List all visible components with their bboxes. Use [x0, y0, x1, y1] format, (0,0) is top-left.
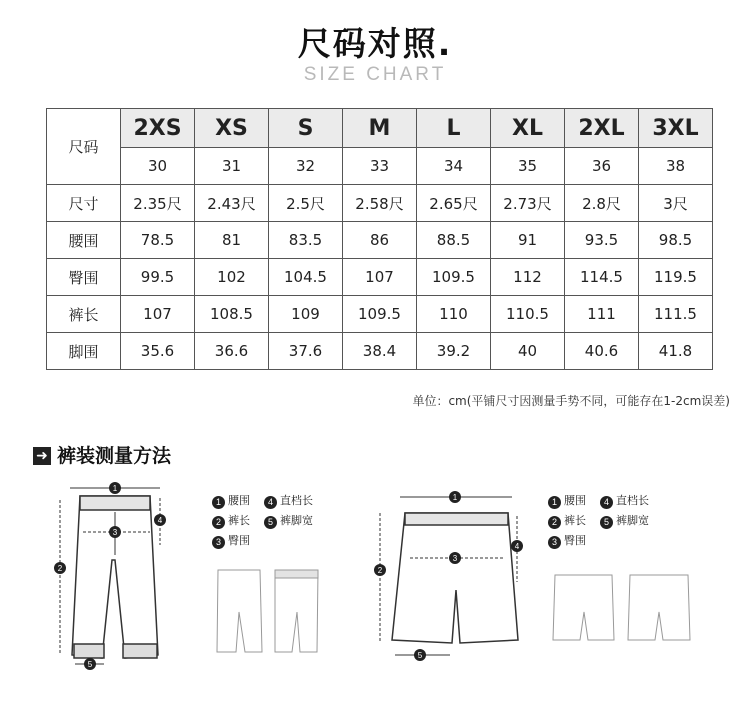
- table-cell: 102: [195, 259, 269, 296]
- table-cell: 40.6: [565, 333, 639, 370]
- size-number-cell: 33: [343, 148, 417, 185]
- legend-item: 3 臀围: [212, 532, 250, 549]
- table-cell: 36.6: [195, 333, 269, 370]
- legend-item: 2 裤长: [212, 512, 250, 529]
- page-subtitle: SIZE CHART: [303, 64, 447, 85]
- table-cell: 3尺: [639, 185, 713, 222]
- table-cell: 98.5: [639, 222, 713, 259]
- svg-text:2: 2: [377, 566, 383, 575]
- table-cell: 99.5: [121, 259, 195, 296]
- svg-text:1: 1: [112, 484, 118, 493]
- table-cell: 2.73尺: [491, 185, 565, 222]
- size-number-cell: 38: [639, 148, 713, 185]
- table-cell: 107: [121, 296, 195, 333]
- size-cell: S: [269, 109, 343, 148]
- size-cell: M: [343, 109, 417, 148]
- row-label: 臀围: [47, 259, 121, 296]
- table-cell: 39.2: [417, 333, 491, 370]
- table-cell: 110.5: [491, 296, 565, 333]
- long-pants-diagram: [57, 488, 160, 664]
- table-cell: 38.4: [343, 333, 417, 370]
- row-label: 裤长: [47, 296, 121, 333]
- size-cell: XS: [195, 109, 269, 148]
- legend-item: 4 直档长: [600, 492, 649, 509]
- size-label-cell: 尺码: [47, 109, 121, 185]
- table-cell: 41.8: [639, 333, 713, 370]
- legend-item: 5 裤脚宽: [264, 512, 313, 529]
- size-cell: XL: [491, 109, 565, 148]
- svg-text:1: 1: [452, 493, 458, 502]
- table-cell: 111: [565, 296, 639, 333]
- svg-text:5: 5: [87, 660, 93, 669]
- row-label: 脚围: [47, 333, 121, 370]
- table-cell: 83.5: [269, 222, 343, 259]
- page-title: 尺码对照.: [297, 24, 453, 63]
- svg-text:4: 4: [514, 542, 520, 551]
- legend-item: 3 臀围: [548, 532, 586, 549]
- table-cell: 112: [491, 259, 565, 296]
- table-cell: 37.6: [269, 333, 343, 370]
- small-pants-sketches-left: [217, 570, 318, 652]
- table-cell: 86: [343, 222, 417, 259]
- table-cell: 107: [343, 259, 417, 296]
- table-cell: 119.5: [639, 259, 713, 296]
- size-number-cell: 35: [491, 148, 565, 185]
- size-number-cell: 36: [565, 148, 639, 185]
- size-cell: 2XL: [565, 109, 639, 148]
- legend-item: 5 裤脚宽: [600, 512, 649, 529]
- svg-text:5: 5: [417, 651, 423, 660]
- table-cell: 2.8尺: [565, 185, 639, 222]
- table-cell: 108.5: [195, 296, 269, 333]
- table-cell: 111.5: [639, 296, 713, 333]
- size-number-cell: 32: [269, 148, 343, 185]
- size-cell: L: [417, 109, 491, 148]
- arrow-right-icon: ➜: [33, 447, 51, 465]
- table-cell: 2.65尺: [417, 185, 491, 222]
- legend-item: 1 腰围: [548, 492, 586, 509]
- row-label: 尺寸: [47, 185, 121, 222]
- small-shorts-sketches-right: [553, 575, 690, 640]
- table-cell: 91: [491, 222, 565, 259]
- table-cell: 35.6: [121, 333, 195, 370]
- table-cell: 78.5: [121, 222, 195, 259]
- table-cell: 104.5: [269, 259, 343, 296]
- svg-text:4: 4: [157, 516, 163, 525]
- size-number-cell: 34: [417, 148, 491, 185]
- legend-item: 4 直档长: [264, 492, 313, 509]
- table-cell: 88.5: [417, 222, 491, 259]
- table-cell: 109: [269, 296, 343, 333]
- row-label: 腰围: [47, 222, 121, 259]
- table-cell: 110: [417, 296, 491, 333]
- svg-text:3: 3: [112, 528, 118, 537]
- legend-right: [548, 492, 708, 552]
- table-cell: 81: [195, 222, 269, 259]
- size-number-cell: 31: [195, 148, 269, 185]
- size-cell: 2XS: [121, 109, 195, 148]
- table-cell: 2.58尺: [343, 185, 417, 222]
- table-cell: 2.35尺: [121, 185, 195, 222]
- table-cell: 2.43尺: [195, 185, 269, 222]
- legend-left: [212, 492, 372, 552]
- section-title: 裤装测量方法: [57, 445, 172, 467]
- size-cell: 3XL: [639, 109, 713, 148]
- table-cell: 2.5尺: [269, 185, 343, 222]
- table-cell: 109.5: [343, 296, 417, 333]
- legend-item: 1 腰围: [212, 492, 250, 509]
- table-cell: 93.5: [565, 222, 639, 259]
- shorts-diagram: [377, 497, 518, 655]
- size-number-cell: 30: [121, 148, 195, 185]
- table-cell: 40: [491, 333, 565, 370]
- table-cell: 114.5: [565, 259, 639, 296]
- unit-note: 单位：cm(平铺尺寸因测量手势不同，可能存在1-2cm误差): [412, 394, 730, 408]
- svg-text:2: 2: [57, 564, 63, 573]
- table-cell: 109.5: [417, 259, 491, 296]
- legend-item: 2 裤长: [548, 512, 586, 529]
- svg-text:3: 3: [452, 554, 458, 563]
